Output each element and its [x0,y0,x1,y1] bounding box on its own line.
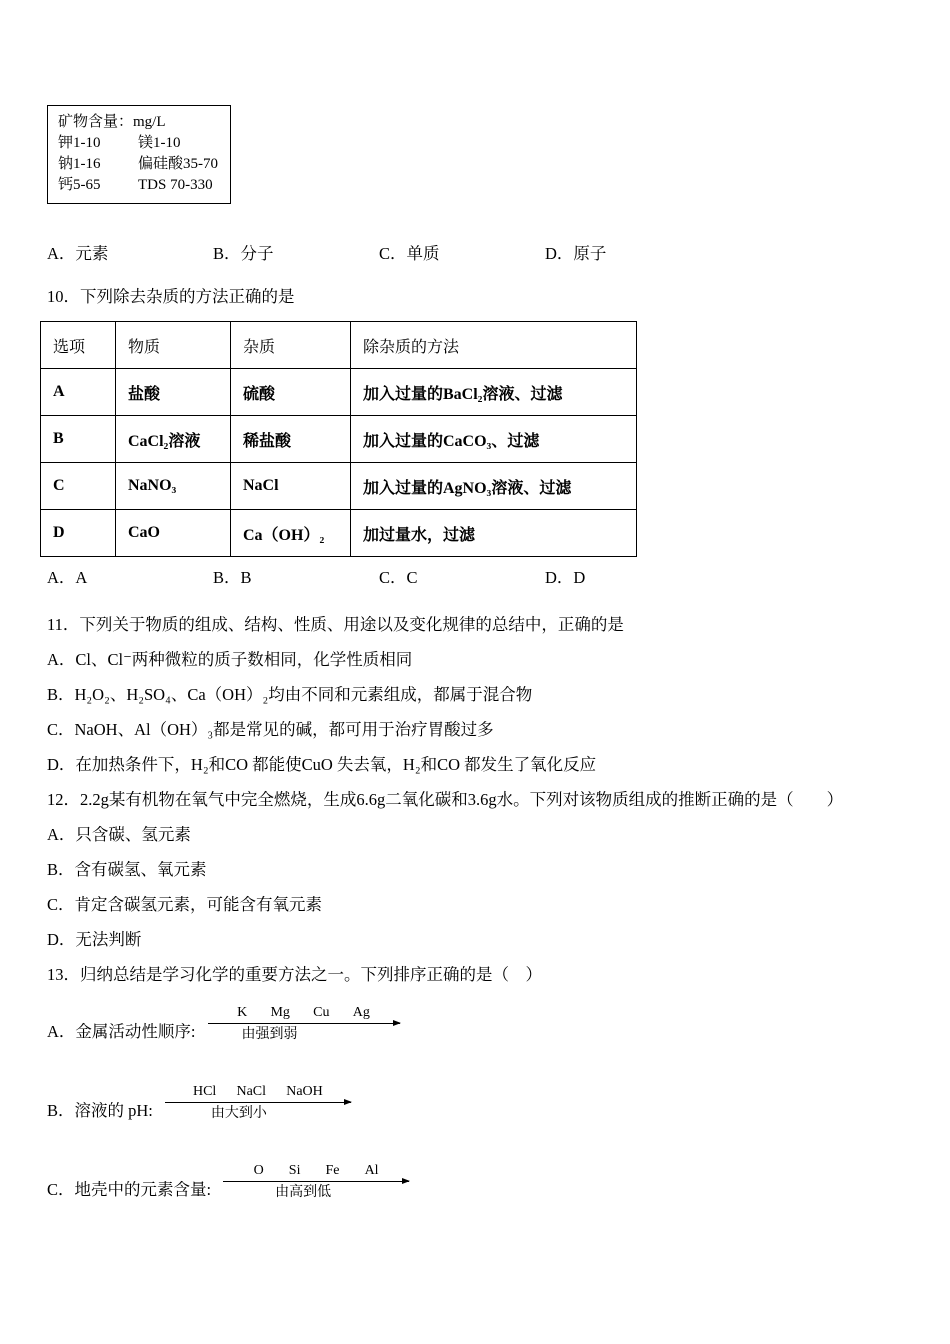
table-cell: 盐酸 [116,369,231,416]
sequence-item: Mg [270,1005,290,1020]
table-cell: 加入过量的CaCO₃、过滤 [351,416,637,463]
option-a: A．元素 [47,244,109,263]
table-cell: Ca（OH）₂ [231,510,351,557]
mineral-box-title: 矿物含量：mg/L [58,114,166,130]
option-c: C．单质 [379,244,440,263]
table-cell: 硫酸 [231,369,351,416]
table-header-cell: 物质 [116,322,231,369]
option-b: B．B [213,568,252,587]
question-11-option-b: B．H₂O₂、H₂SO₄、Ca（OH）₂均由不同和元素组成，都属于混合物 [47,685,533,704]
arrow-head-icon [402,1178,410,1184]
ranking-item-b [47,1083,910,1122]
sequence-item: Al [364,1163,379,1178]
table-row [41,369,637,416]
impurity-removal-table [40,321,637,557]
sequence-items [208,1004,400,1021]
question-13-title: 13．归纳总结是学习化学的重要方法之一。下列排序正确的是（ ） [47,965,542,984]
mineral-value: 钠1-16 [58,156,101,172]
table-row [41,510,637,557]
sequence-direction: 由大到小 [210,1106,267,1121]
mineral-box-row [58,154,222,175]
option-d: D．原子 [545,244,607,263]
table-header-cell: 除杂质的方法 [351,322,637,369]
table-cell: A [41,369,116,416]
sequence-diagram [208,1004,400,1043]
sequence-item: Fe [325,1163,340,1178]
question-11-option-c: C．NaOH、Al（OH）₃都是常见的碱，都可用于治疗胃酸过多 [47,720,494,739]
table-row [41,463,637,510]
table-cell: NaCl [231,463,351,510]
mineral-box-title-row [58,112,222,133]
mineral-value: 镁1-10 [138,135,181,151]
table-cell: 稀盐酸 [231,416,351,463]
mineral-info-box [47,105,231,204]
question-11-title: 11．下列关于物质的组成、结构、性质、用途以及变化规律的总结中，正确的是 [47,615,624,634]
question-12-title: 12．2.2g某有机物在氧气中完全燃烧，生成6.6g二氧化碳和3.6g水。下列对该物质组成的推断正确的是（ ） [47,790,844,809]
sequence-diagram [165,1083,351,1122]
ranking-item-a [47,1004,910,1043]
mineral-value: 偏硅酸35-70 [138,156,218,172]
question-10-options [47,566,910,589]
question-9-options [47,242,910,265]
arrow-head-icon [344,1099,352,1105]
question-11-option-d: D．在加热条件下，H₂和CO 都能使CuO 失去氧，H₂和CO 都发生了氧化反应 [47,755,597,774]
arrow-head-icon [393,1020,401,1026]
ranking-label: C．地壳中的元素含量: [47,1180,212,1199]
option-d: D．D [545,568,586,587]
table-cell: B [41,416,116,463]
table-header-cell: 杂质 [231,322,351,369]
table-cell: 加入过量的BaCl₂溶液、过滤 [351,369,637,416]
sequence-item: NaOH [286,1084,323,1099]
sequence-item: HCl [192,1084,217,1099]
sequence-items [165,1083,351,1100]
ranking-label: B．溶液的 pH: [47,1101,153,1120]
question-10-title: 10．下列除去杂质的方法正确的是 [47,287,295,306]
sequence-item: O [253,1163,264,1178]
question-12-option-b: B．含有碳氢、氧元素 [47,860,207,879]
ranking-label: A．金属活动性顺序: [47,1022,196,1041]
sequence-item: NaCl [236,1084,267,1099]
sequence-items [223,1162,409,1179]
mineral-value: TDS 70-330 [138,177,213,193]
option-c: C．C [379,568,418,587]
table-row [41,416,637,463]
sequence-item: Si [288,1163,301,1178]
mineral-value: 钙5-65 [58,177,101,193]
table-cell: NaNO₃ [116,463,231,510]
mineral-value: 钾1-10 [58,135,101,151]
table-cell: 加过量水，过滤 [351,510,637,557]
option-b: B．分子 [213,244,274,263]
arrow-line [208,1023,400,1024]
sequence-item: K [237,1005,248,1020]
sequence-item: Ag [352,1005,370,1020]
arrow-line [165,1102,351,1103]
option-a: A．A [47,568,88,587]
question-12-option-c: C．肯定含碳氢元素，可能含有氧元素 [47,895,323,914]
question-12-option-a: A．只含碳、氢元素 [47,825,191,844]
table-cell: C [41,463,116,510]
table-cell: D [41,510,116,557]
question-11-option-a: A．Cl、Cl⁻两种微粒的质子数相同，化学性质相同 [47,650,413,669]
sequence-direction: 由高到低 [275,1185,332,1200]
table-header-row [41,322,637,369]
table-cell: CaO [116,510,231,557]
table-header-cell: 选项 [41,322,116,369]
mineral-box-row [58,175,222,196]
sequence-item: Cu [313,1005,330,1020]
sequence-diagram [223,1162,409,1201]
arrow-line [223,1181,409,1182]
ranking-item-c [47,1162,910,1201]
mineral-box-row [58,133,222,154]
table-cell: CaCl₂溶液 [116,416,231,463]
table-cell: 加入过量的AgNO₃溶液、过滤 [351,463,637,510]
sequence-direction: 由强到弱 [241,1027,298,1042]
question-12-option-d: D．无法判断 [47,930,142,949]
